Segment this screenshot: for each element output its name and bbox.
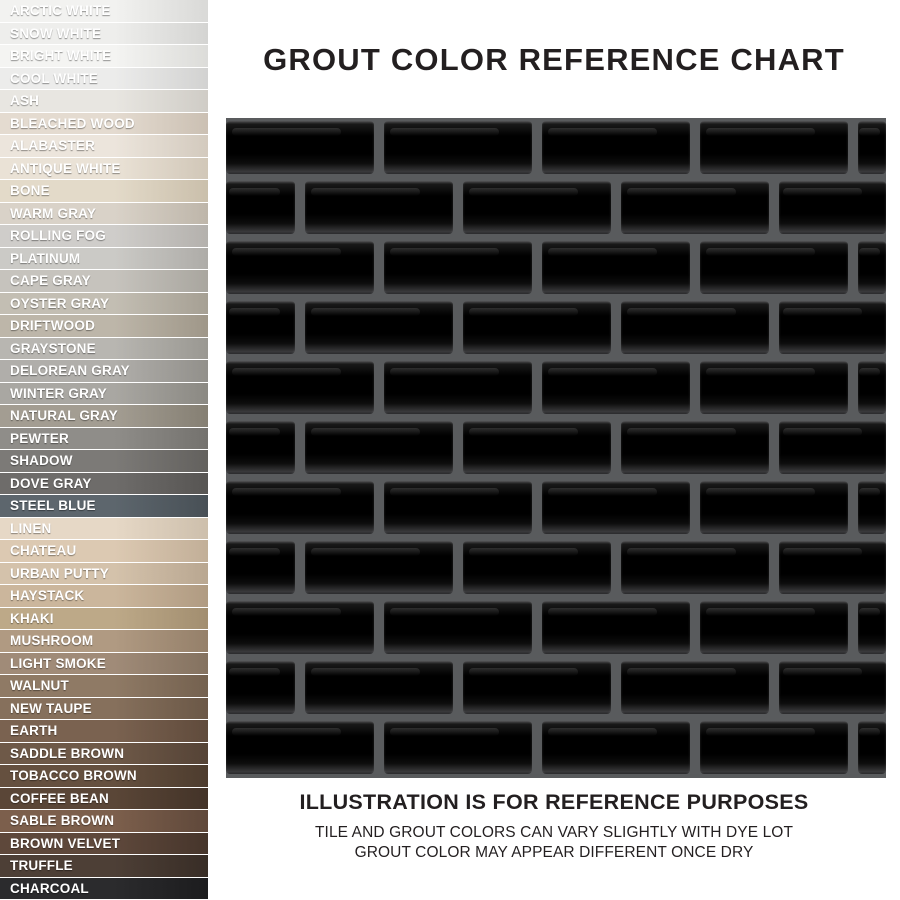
footer-notes [208,790,900,863]
swatch-label: OYSTER GRAY [10,295,110,311]
tile [463,421,611,474]
tile [621,301,769,354]
page-title: GROUT COLOR REFERENCE CHART [263,42,845,77]
tile [226,661,295,714]
swatch-label: COOL WHITE [10,70,98,86]
swatch-row[interactable] [0,698,208,721]
swatch-label: ROLLING FOG [10,228,106,244]
swatch-label: TOBACCO BROWN [10,768,137,784]
swatch-row[interactable] [0,720,208,743]
swatch-label: BONE [10,183,50,199]
swatch-label: BLEACHED WOOD [10,115,135,131]
tile-row [226,301,886,354]
tile [621,661,769,714]
tile [384,121,532,174]
tile [226,361,374,414]
tile [700,241,848,294]
tile [226,121,374,174]
tile [305,181,453,234]
tile [858,121,886,174]
swatch-row[interactable] [0,428,208,451]
tile [779,541,886,594]
swatch-row[interactable] [0,135,208,158]
swatch-label: BROWN VELVET [10,835,121,851]
swatch-label: LINEN [10,520,52,536]
swatch-label: WALNUT [10,678,69,694]
swatch-row[interactable] [0,45,208,68]
swatch-label: SHADOW [10,453,73,469]
swatch-label: COFFEE BEAN [10,790,109,806]
swatch-label: KHAKI [10,610,54,626]
tile-row [226,481,886,534]
swatch-label: TRUFFLE [10,858,73,874]
tile [463,541,611,594]
swatch-row[interactable] [0,473,208,496]
tile-row [226,181,886,234]
tile [384,721,532,774]
tile [226,601,374,654]
tile [621,541,769,594]
tile [700,121,848,174]
tile-row [226,361,886,414]
tile [305,541,453,594]
swatch-label: ANTIQUE WHITE [10,160,121,176]
swatch-label: CAPE GRAY [10,273,91,289]
swatch-row[interactable] [0,158,208,181]
swatch-label: BRIGHT WHITE [10,48,112,64]
tile [700,361,848,414]
tile [226,181,295,234]
swatch-row[interactable] [0,293,208,316]
swatch-row[interactable] [0,585,208,608]
tile-row [226,421,886,474]
tile [542,601,690,654]
swatch-row[interactable] [0,383,208,406]
swatch-label: GRAYSTONE [10,340,96,356]
swatch-row[interactable] [0,68,208,91]
tile [463,181,611,234]
tile [779,181,886,234]
swatch-label: DOVE GRAY [10,475,92,491]
swatch-label: CHATEAU [10,543,77,559]
swatch-label: HAYSTACK [10,588,85,604]
tile [858,361,886,414]
swatch-row[interactable] [0,518,208,541]
tile [858,721,886,774]
swatch-label: EARTH [10,723,58,739]
swatch-label: SNOW WHITE [10,25,102,41]
swatch-row[interactable] [0,203,208,226]
tile [305,301,453,354]
tile [384,601,532,654]
swatch-row[interactable] [0,360,208,383]
tile [542,121,690,174]
swatch-row[interactable] [0,270,208,293]
swatch-row[interactable] [0,563,208,586]
tile [621,421,769,474]
swatch-row[interactable] [0,765,208,788]
swatch-row[interactable] [0,653,208,676]
swatch-label: WARM GRAY [10,205,97,221]
tile [384,361,532,414]
swatch-label: ARCTIC WHITE [10,3,111,19]
tile [226,481,374,534]
swatch-label: ALABASTER [10,138,96,154]
swatch-row[interactable] [0,743,208,766]
swatch-label: MUSHROOM [10,633,94,649]
tile [700,601,848,654]
tile [542,241,690,294]
swatch-row[interactable] [0,405,208,428]
swatch-label: NEW TAUPE [10,700,92,716]
tile [542,361,690,414]
tile [384,241,532,294]
swatch-row[interactable] [0,608,208,631]
swatch-label: ASH [10,93,40,109]
tile-row [226,241,886,294]
tile-row [226,541,886,594]
swatch-label: PLATINUM [10,250,81,266]
tile [384,481,532,534]
tile-row [226,661,886,714]
swatch-row[interactable] [0,810,208,833]
swatch-label: SABLE BROWN [10,813,115,829]
swatch-row[interactable] [0,23,208,46]
swatch-label: NATURAL GRAY [10,408,118,424]
swatch-label: LIGHT SMOKE [10,655,106,671]
swatch-label: PEWTER [10,430,69,446]
tile [858,601,886,654]
tile [305,421,453,474]
swatch-row[interactable] [0,315,208,338]
tile [621,181,769,234]
swatch-row[interactable] [0,833,208,856]
tile [858,481,886,534]
tile [779,661,886,714]
swatch-row[interactable] [0,450,208,473]
tile [463,301,611,354]
swatch-label: DELOREAN GRAY [10,363,130,379]
tile [226,421,295,474]
swatch-label: WINTER GRAY [10,385,107,401]
tile [463,661,611,714]
swatch-label: URBAN PUTTY [10,565,109,581]
tile [779,301,886,354]
swatch-row[interactable] [0,878,208,900]
tile [700,481,848,534]
tile [226,241,374,294]
swatch-label: STEEL BLUE [10,498,96,514]
tile [305,661,453,714]
swatch-row[interactable] [0,675,208,698]
grout-color-swatch-list [0,0,208,900]
tile [700,721,848,774]
tile [858,241,886,294]
swatch-row[interactable] [0,630,208,653]
footer-line-1: TILE AND GROUT COLORS CAN VARY SLIGHTLY WITH DYE LOT [314,824,794,841]
swatch-row[interactable] [0,540,208,563]
swatch-row[interactable] [0,113,208,136]
swatch-row[interactable] [0,338,208,361]
tile-row [226,121,886,174]
swatch-row[interactable] [0,0,208,23]
tile-illustration [226,118,886,778]
tile [542,481,690,534]
footer-line-2: GROUT COLOR MAY APPEAR DIFFERENT ONCE DRY [354,843,754,861]
tile-row [226,721,886,774]
tile [226,301,295,354]
swatch-row[interactable] [0,788,208,811]
tile [542,721,690,774]
swatch-label: CHARCOAL [10,880,89,896]
swatch-row[interactable] [0,225,208,248]
swatch-label: SADDLE BROWN [10,745,125,761]
tile [779,421,886,474]
swatch-label: DRIFTWOOD [10,318,96,334]
swatch-row[interactable] [0,495,208,518]
swatch-row[interactable] [0,180,208,203]
reference-illustration-panel [208,0,900,900]
tile-row [226,601,886,654]
tile [226,721,374,774]
tile [226,541,295,594]
swatch-row[interactable] [0,855,208,878]
footer-heading: ILLUSTRATION IS FOR REFERENCE PURPOSES [299,790,809,814]
swatch-row[interactable] [0,248,208,271]
swatch-row[interactable] [0,90,208,113]
